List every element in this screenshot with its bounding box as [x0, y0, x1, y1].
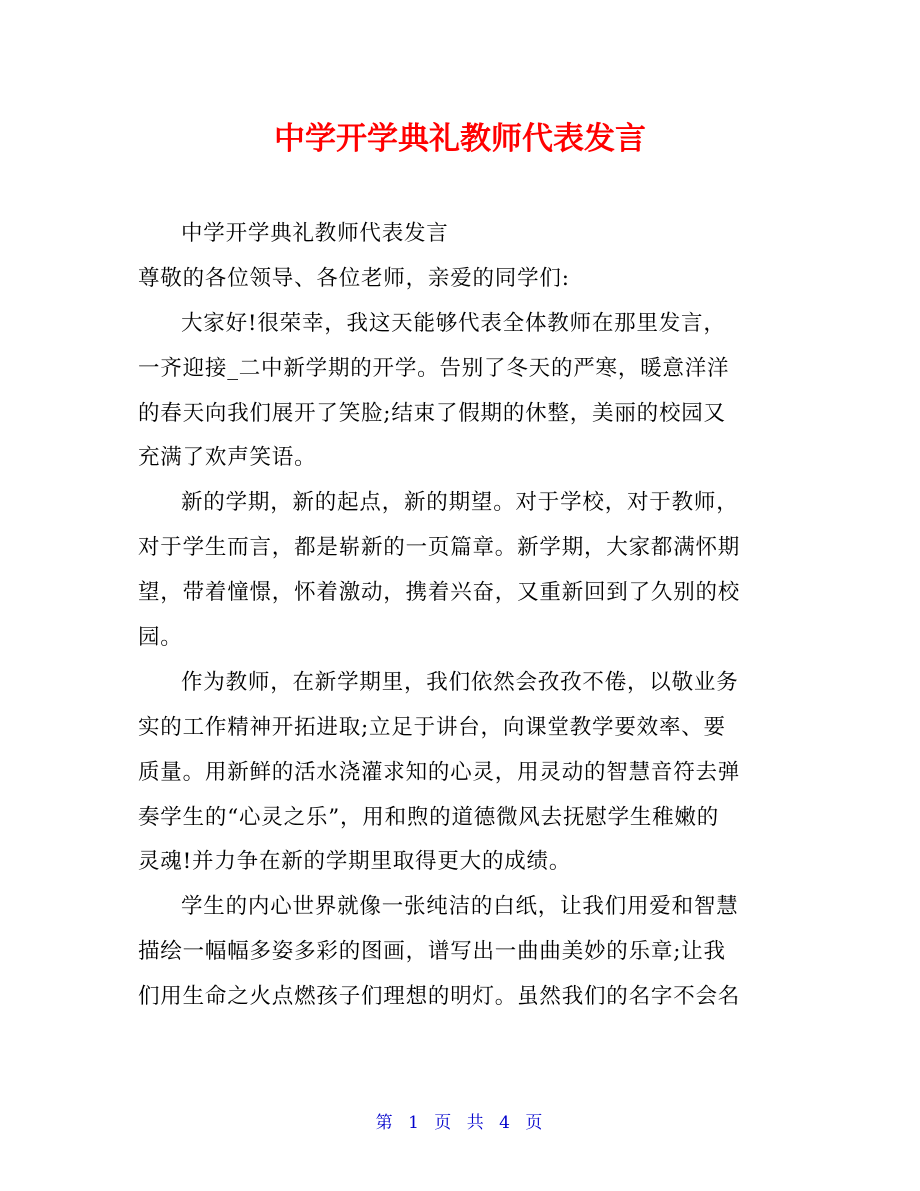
body-line: 尊敬的各位领导、各位老师，亲爱的同学们:	[138, 265, 570, 291]
body-line: 作为教师，在新学期里，我们依然会孜孜不倦，以敬业务	[181, 669, 739, 695]
body-line: 充满了欢声笑语。	[138, 445, 317, 471]
footer-page-unit: 页	[434, 1113, 454, 1133]
document-title: 中学开学典礼教师代表发言	[274, 121, 646, 157]
body-line: 一齐迎接_二中新学期的开学。告别了冬天的严寒，暖意洋洋	[138, 355, 730, 381]
body-line: 望，带着憧憬，怀着激动，携着兴奋，又重新回到了久别的校	[138, 580, 741, 606]
body-line: 奏学生的“心灵之乐”，用和煦的道德微风去抚慰学生稚嫩的	[138, 804, 720, 830]
document-body	[138, 212, 788, 1020]
body-line: 对于学生而言，都是崭新的一页篇章。新学期，大家都满怀期	[138, 535, 741, 561]
body-line: 学生的内心世界就像一张纯洁的白纸，让我们用爱和智慧	[181, 894, 739, 920]
body-line: 中学开学典礼教师代表发言	[181, 221, 449, 246]
body-line: 们用生命之火点燃孩子们理想的明灯。虽然我们的名字不会名	[138, 984, 741, 1010]
body-line: 新的学期，新的起点，新的期望。对于学校，对于教师，	[181, 490, 739, 516]
body-line: 的春天向我们展开了笑脸;结束了假期的休整，美丽的校园又	[138, 400, 726, 426]
footer-total-label: 共	[466, 1113, 486, 1133]
body-line: 灵魂!并力争在新的学期里取得更大的成绩。	[138, 849, 572, 875]
body-line: 实的工作精神开拓进取;立足于讲台，向课堂教学要效率、要	[138, 714, 726, 740]
body-line: 大家好!很荣幸，我这天能够代表全体教师在那里发言，	[181, 310, 726, 336]
footer-current-page: 1	[408, 1113, 421, 1133]
footer-total-unit: 页	[525, 1113, 545, 1133]
body-line: 园。	[138, 625, 183, 651]
body-line: 质量。用新鲜的活水浇灌求知的心灵，用灵动的智慧音符去弹	[138, 759, 741, 785]
page-footer	[0, 1110, 920, 1136]
footer-total-pages: 4	[499, 1113, 512, 1133]
footer-page-label: 第	[375, 1113, 395, 1133]
body-line: 描绘一幅幅多姿多彩的图画，谱写出一曲曲美妙的乐章;让我	[138, 939, 726, 965]
